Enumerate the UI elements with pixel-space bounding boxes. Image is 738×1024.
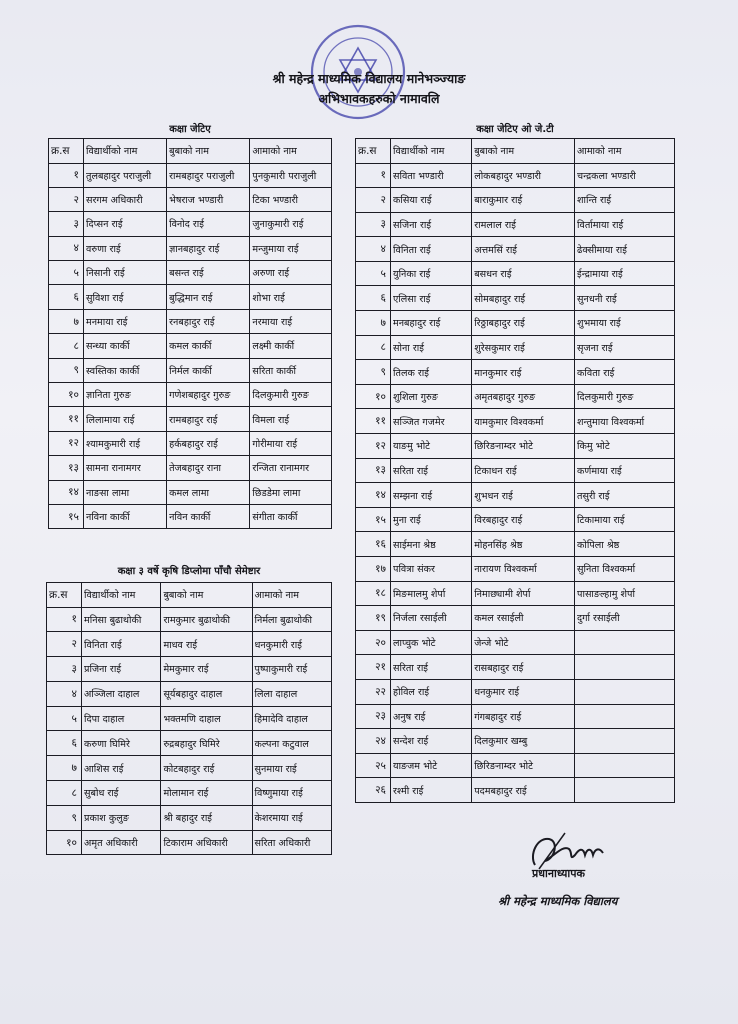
- cell-father: पदमबहादुर राई: [472, 778, 575, 803]
- cell-student: लिलामाया राई: [84, 407, 167, 431]
- cell-student: सविता भण्डारी: [391, 163, 472, 188]
- table-row: [356, 163, 675, 188]
- cell-mother: हिमादेवि दाहाल: [252, 706, 331, 731]
- table-row: [356, 483, 675, 508]
- table-row: [49, 480, 332, 504]
- cell-mother: मन्जुमाया राई: [250, 236, 332, 260]
- cell-serial: २: [49, 187, 84, 211]
- cell-mother: शुभमाया राई: [575, 311, 675, 336]
- cell-student: सन्देश राई: [391, 729, 472, 754]
- table-row: [47, 657, 332, 682]
- cell-mother: सृजना राई: [575, 335, 675, 360]
- cell-serial: २: [47, 632, 82, 657]
- cell-father: रुद्रबहादुर घिमिरे: [161, 731, 252, 756]
- cell-serial: १६: [356, 532, 391, 557]
- cell-mother: तसुरी राई: [575, 483, 675, 508]
- cell-serial: ६: [49, 285, 84, 309]
- table-row: [356, 630, 675, 655]
- table-header-row: [49, 139, 332, 164]
- table-b-caption: कक्षा जेटिए ओ जे.टी: [476, 124, 554, 135]
- header-serial: क्र.स: [356, 139, 391, 164]
- cell-serial: ७: [47, 756, 82, 781]
- cell-serial: ७: [49, 309, 84, 333]
- cell-serial: १२: [356, 434, 391, 459]
- cell-serial: १०: [356, 384, 391, 409]
- cell-serial: ६: [47, 731, 82, 756]
- cell-father: नारायण विश्वकर्मा: [472, 557, 575, 582]
- cell-student: स्वस्तिका कार्की: [84, 358, 167, 382]
- cell-mother: संगीता कार्की: [250, 504, 332, 528]
- cell-student: याङमु भोटे: [391, 434, 472, 459]
- cell-mother: अरुणा राई: [250, 261, 332, 285]
- cell-mother: दिलकुमारी गुरुङ: [575, 384, 675, 409]
- cell-mother: रन्जिता रानामगर: [250, 456, 332, 480]
- cell-student: मुना राई: [391, 507, 472, 532]
- cell-father: गंगबहादुर राई: [472, 704, 575, 729]
- header-student: विद्यार्थीको नाम: [391, 139, 472, 164]
- cell-student: सम्झना राई: [391, 483, 472, 508]
- table-b-body: [356, 163, 675, 802]
- cell-mother: ढेक्सीमाया राई: [575, 237, 675, 262]
- cell-serial: ४: [356, 237, 391, 262]
- table-row: [356, 384, 675, 409]
- cell-serial: १५: [49, 504, 84, 528]
- cell-mother: पुष्पाकुमारी राई: [252, 657, 331, 682]
- table-row: [356, 286, 675, 311]
- cell-father: रामबहादुर राई: [167, 407, 250, 431]
- cell-mother: कविता राई: [575, 360, 675, 385]
- cell-student: तुलबहादुर पराजुली: [84, 163, 167, 187]
- cell-father: सोमबहादुर राई: [472, 286, 575, 311]
- cell-serial: ५: [47, 706, 82, 731]
- table-row: [356, 409, 675, 434]
- table-row: [49, 187, 332, 211]
- cell-student: रश्मी राई: [391, 778, 472, 803]
- cell-father: मोलामान राई: [161, 781, 252, 806]
- cell-mother: छिडडेमा लामा: [250, 480, 332, 504]
- cell-serial: २०: [356, 630, 391, 655]
- cell-father: अत्तमसिं राई: [472, 237, 575, 262]
- cell-serial: १०: [49, 383, 84, 407]
- cell-student: पवित्रा संकर: [391, 557, 472, 582]
- cell-mother: गोरीमाया राई: [250, 431, 332, 455]
- cell-father: मोहनसिंह श्रेष्ठ: [472, 532, 575, 557]
- cell-student: दिपा दाहाल: [82, 706, 161, 731]
- cell-student: सामना रानामगर: [84, 456, 167, 480]
- cell-mother: कल्पना कटुवाल: [252, 731, 331, 756]
- table-row: [49, 383, 332, 407]
- table-agri-diploma: [46, 582, 332, 855]
- cell-student: आशिस राई: [82, 756, 161, 781]
- cell-serial: ९: [47, 805, 82, 830]
- cell-father: जेन्जे भोटे: [472, 630, 575, 655]
- cell-mother: लक्ष्मी कार्की: [250, 334, 332, 358]
- cell-serial: ६: [356, 286, 391, 311]
- cell-mother: केशरमाया राई: [252, 805, 331, 830]
- cell-mother: सुनमाया राई: [252, 756, 331, 781]
- table-row: [356, 311, 675, 336]
- table-c-body: [47, 607, 332, 855]
- cell-serial: १३: [356, 458, 391, 483]
- cell-serial: ३: [49, 212, 84, 236]
- cell-mother: लिला दाहाल: [252, 681, 331, 706]
- cell-mother: जुनाकुमारी राई: [250, 212, 332, 236]
- table-row: [356, 532, 675, 557]
- table-row: [49, 358, 332, 382]
- cell-serial: ८: [49, 334, 84, 358]
- table-row: [356, 581, 675, 606]
- table-a-caption: कक्षा जेटिए: [169, 124, 211, 135]
- cell-student: कसिया राई: [391, 188, 472, 213]
- cell-serial: १५: [356, 507, 391, 532]
- cell-student: लाप्चुक भोटे: [391, 630, 472, 655]
- cell-student: दिप्सन राई: [84, 212, 167, 236]
- cell-mother: [575, 729, 675, 754]
- cell-father: लोकबहादुर भण्डारी: [472, 163, 575, 188]
- table-row: [356, 729, 675, 754]
- cell-mother: दुर्गा रसाईली: [575, 606, 675, 631]
- cell-mother: निर्मला बुढाथोकी: [252, 607, 331, 632]
- cell-serial: २१: [356, 655, 391, 680]
- cell-father: बसधन राई: [472, 261, 575, 286]
- table-row: [49, 334, 332, 358]
- cell-serial: ८: [356, 335, 391, 360]
- cell-serial: ११: [49, 407, 84, 431]
- cell-serial: १: [47, 607, 82, 632]
- cell-father: शुभधन राई: [472, 483, 575, 508]
- cell-serial: २: [356, 188, 391, 213]
- cell-father: श्री बहादुर राई: [161, 805, 252, 830]
- cell-mother: टिका भण्डारी: [250, 187, 332, 211]
- table-row: [47, 781, 332, 806]
- cell-student: एलिसा राई: [391, 286, 472, 311]
- table-row: [49, 504, 332, 528]
- cell-mother: सरिता कार्की: [250, 358, 332, 382]
- cell-serial: १४: [49, 480, 84, 504]
- cell-student: अञ्जिला दाहाल: [82, 681, 161, 706]
- cell-serial: १: [49, 163, 84, 187]
- cell-student: करुणा घिमिरे: [82, 731, 161, 756]
- cell-serial: २६: [356, 778, 391, 803]
- table-row: [49, 236, 332, 260]
- cell-father: रासबहादुर राई: [472, 655, 575, 680]
- cell-father: निर्मल कार्की: [167, 358, 250, 382]
- cell-father: भेषराज भण्डारी: [167, 187, 250, 211]
- cell-mother: [575, 704, 675, 729]
- cell-serial: २२: [356, 679, 391, 704]
- header-mother: आमाको नाम: [575, 139, 675, 164]
- table-header-row: [356, 139, 675, 164]
- signature-school: श्री महेन्द्र माध्यमिक विद्यालय: [498, 894, 618, 908]
- signature-title: प्रधानाध्यापक: [532, 867, 585, 880]
- cell-father: माधव राई: [161, 632, 252, 657]
- cell-serial: ५: [356, 261, 391, 286]
- cell-serial: १८: [356, 581, 391, 606]
- cell-serial: ८: [47, 781, 82, 806]
- cell-father: दिलकुमार खम्बु: [472, 729, 575, 754]
- table-c-caption: कक्षा ३ वर्षे कृषि डिप्लोमा पाँचौ सेमेष्टार: [117, 566, 261, 577]
- cell-father: कोटबहादुर राई: [161, 756, 252, 781]
- cell-father: टिकाराम अधिकारी: [161, 830, 252, 855]
- cell-serial: १९: [356, 606, 391, 631]
- cell-mother: विष्णुमाया राई: [252, 781, 331, 806]
- cell-mother: टिकामाया राई: [575, 507, 675, 532]
- cell-mother: सुनधनी राई: [575, 286, 675, 311]
- table-row: [356, 237, 675, 262]
- table-row: [49, 285, 332, 309]
- cell-student: विनिता राई: [391, 237, 472, 262]
- cell-mother: कोपिला श्रेष्ठ: [575, 532, 675, 557]
- cell-father: शुरेसकुमार राई: [472, 335, 575, 360]
- cell-student: तिलक राई: [391, 360, 472, 385]
- cell-mother: विर्तामाया राई: [575, 212, 675, 237]
- table-row: [356, 360, 675, 385]
- cell-serial: ३: [356, 212, 391, 237]
- cell-father: रिठ्ठाबहादुर राई: [472, 311, 575, 336]
- cell-mother: धनकुमारी राई: [252, 632, 331, 657]
- cell-father: रामकुमार बुढाथोकी: [161, 607, 252, 632]
- cell-father: बुद्धिमान राई: [167, 285, 250, 309]
- cell-father: कमल लामा: [167, 480, 250, 504]
- cell-serial: १०: [47, 830, 82, 855]
- header-student: विद्यार्थीको नाम: [84, 139, 167, 164]
- cell-mother: [575, 630, 675, 655]
- cell-student: सुबोध राई: [82, 781, 161, 806]
- cell-serial: १२: [49, 431, 84, 455]
- cell-serial: १४: [356, 483, 391, 508]
- cell-student: निसानी राई: [84, 261, 167, 285]
- cell-student: सन्ध्या कार्की: [84, 334, 167, 358]
- cell-student: श्यामकुमारी राई: [84, 431, 167, 455]
- table-row: [49, 431, 332, 455]
- table-row: [356, 212, 675, 237]
- cell-father: मानकुमार राई: [472, 360, 575, 385]
- header-father: बुबाको नाम: [472, 139, 575, 164]
- cell-student: अमृत अधिकारी: [82, 830, 161, 855]
- cell-serial: ७: [356, 311, 391, 336]
- cell-student: विनिता राई: [82, 632, 161, 657]
- cell-father: यामकुमार विश्वकर्मा: [472, 409, 575, 434]
- table-header-row: [47, 583, 332, 608]
- cell-father: गणेशबहादुर गुरुङ: [167, 383, 250, 407]
- cell-mother: सुनिता विश्वकर्मा: [575, 557, 675, 582]
- cell-mother: पुनकुमारी पराजुली: [250, 163, 332, 187]
- cell-mother: [575, 655, 675, 680]
- cell-mother: शोभा राई: [250, 285, 332, 309]
- header-father: बुबाको नाम: [161, 583, 252, 608]
- table-row: [49, 163, 332, 187]
- cell-mother: चन्द्रकला भण्डारी: [575, 163, 675, 188]
- table-row: [47, 805, 332, 830]
- cell-father: बाराकुमार राई: [472, 188, 575, 213]
- cell-father: छिरिङनाम्दर भोटे: [472, 434, 575, 459]
- cell-father: कमल रसाईली: [472, 606, 575, 631]
- cell-mother: नरमाया राई: [250, 309, 332, 333]
- cell-mother: पासाङल्हामु शेर्पा: [575, 581, 675, 606]
- cell-student: शुशिला गुरुङ: [391, 384, 472, 409]
- table-row: [356, 458, 675, 483]
- cell-student: वरुणा राई: [84, 236, 167, 260]
- cell-serial: ४: [47, 681, 82, 706]
- cell-father: सूर्यबहादुर दाहाल: [161, 681, 252, 706]
- cell-student: मनिसा बुढाथोकी: [82, 607, 161, 632]
- cell-father: धनकुमार राई: [472, 679, 575, 704]
- table-row: [49, 261, 332, 285]
- cell-student: सरगम अधिकारी: [84, 187, 167, 211]
- cell-father: ज्ञानबहादुर राई: [167, 236, 250, 260]
- cell-serial: २३: [356, 704, 391, 729]
- cell-serial: ९: [49, 358, 84, 382]
- cell-father: बसन्त राई: [167, 261, 250, 285]
- table-row: [356, 188, 675, 213]
- header-mother: आमाको नाम: [252, 583, 331, 608]
- cell-father: विरबहादुर राई: [472, 507, 575, 532]
- cell-mother: किमु भोटे: [575, 434, 675, 459]
- table-row: [49, 212, 332, 236]
- cell-student: नाङसा लामा: [84, 480, 167, 504]
- cell-student: सजिना राई: [391, 212, 472, 237]
- header-student: विद्यार्थीको नाम: [82, 583, 161, 608]
- table-row: [356, 507, 675, 532]
- cell-mother: [575, 753, 675, 778]
- cell-serial: १: [356, 163, 391, 188]
- cell-serial: २४: [356, 729, 391, 754]
- header-serial: क्र.स: [47, 583, 82, 608]
- cell-serial: ११: [356, 409, 391, 434]
- cell-father: हर्कबहादुर राई: [167, 431, 250, 455]
- cell-serial: ४: [49, 236, 84, 260]
- table-row: [49, 456, 332, 480]
- cell-serial: १३: [49, 456, 84, 480]
- table-row: [356, 434, 675, 459]
- table-row: [356, 261, 675, 286]
- cell-father: मेमकुमार राई: [161, 657, 252, 682]
- table-row: [49, 309, 332, 333]
- cell-student: मनमाया राई: [84, 309, 167, 333]
- cell-serial: ५: [49, 261, 84, 285]
- cell-mother: ईन्द्रामाया राई: [575, 261, 675, 286]
- cell-student: सञ्जित गजमेर: [391, 409, 472, 434]
- table-row: [356, 557, 675, 582]
- cell-father: रामलाल राई: [472, 212, 575, 237]
- cell-student: ज्ञानिता गुरुङ: [84, 383, 167, 407]
- table-row: [47, 731, 332, 756]
- table-class-jta: [48, 138, 332, 529]
- table-row: [356, 655, 675, 680]
- table-row: [49, 407, 332, 431]
- table-row: [356, 335, 675, 360]
- cell-student: प्रकाश कुलुङ: [82, 805, 161, 830]
- school-title: श्री महेन्द्र माध्यमिक विद्यालय मानेभञ्ज्याङ: [272, 71, 466, 86]
- cell-mother: शान्ति राई: [575, 188, 675, 213]
- list-title: अभिभावकहरुको नामावलि: [318, 91, 440, 106]
- table-row: [356, 606, 675, 631]
- cell-father: रामबहादुर पराजुली: [167, 163, 250, 187]
- cell-father: नविन कार्की: [167, 504, 250, 528]
- cell-serial: १७: [356, 557, 391, 582]
- header-mother: आमाको नाम: [250, 139, 332, 164]
- table-row: [47, 632, 332, 657]
- cell-serial: ९: [356, 360, 391, 385]
- cell-mother: [575, 679, 675, 704]
- table-row: [356, 704, 675, 729]
- table-row: [356, 778, 675, 803]
- cell-mother: विमला राई: [250, 407, 332, 431]
- cell-father: निमाछ्यामी शेर्पा: [472, 581, 575, 606]
- cell-serial: ३: [47, 657, 82, 682]
- cell-father: कमल कार्की: [167, 334, 250, 358]
- cell-student: सरिता राई: [391, 655, 472, 680]
- cell-student: मनबहादुर राई: [391, 311, 472, 336]
- cell-student: अनुष राई: [391, 704, 472, 729]
- cell-student: निर्जला रसाईली: [391, 606, 472, 631]
- table-row: [47, 681, 332, 706]
- table-row: [47, 607, 332, 632]
- cell-student: सुविशा राई: [84, 285, 167, 309]
- table-row: [47, 830, 332, 855]
- cell-father: टिकाधन राई: [472, 458, 575, 483]
- cell-mother: शन्तुमाया विश्वकर्मा: [575, 409, 675, 434]
- cell-student: होविल राई: [391, 679, 472, 704]
- cell-father: भक्तमणि दाहाल: [161, 706, 252, 731]
- cell-serial: २५: [356, 753, 391, 778]
- table-row: [356, 679, 675, 704]
- cell-student: साईमना श्रेष्ठ: [391, 532, 472, 557]
- cell-mother: सरिता अधिकारी: [252, 830, 331, 855]
- cell-father: तेजबहादुर राना: [167, 456, 250, 480]
- table-row: [47, 706, 332, 731]
- cell-student: याङजम भोटे: [391, 753, 472, 778]
- table-row: [356, 753, 675, 778]
- table-class-jta-ojt: [355, 138, 675, 803]
- cell-student: युनिका राई: [391, 261, 472, 286]
- cell-student: मिङमालमु शेर्पा: [391, 581, 472, 606]
- table-row: [47, 756, 332, 781]
- header-serial: क्र.स: [49, 139, 84, 164]
- cell-father: विनोद राई: [167, 212, 250, 236]
- cell-father: रनबहादुर राई: [167, 309, 250, 333]
- cell-student: प्रजिना राई: [82, 657, 161, 682]
- cell-student: सोना राई: [391, 335, 472, 360]
- table-a-body: [49, 163, 332, 529]
- cell-father: छिरिङनाम्दर भोटे: [472, 753, 575, 778]
- cell-mother: दिलकुमारी गुरुङ: [250, 383, 332, 407]
- cell-mother: [575, 778, 675, 803]
- cell-mother: कर्णमाया राई: [575, 458, 675, 483]
- cell-student: नविना कार्की: [84, 504, 167, 528]
- header-father: बुबाको नाम: [167, 139, 250, 164]
- cell-father: अमृतबहादुर गुरुङ: [472, 384, 575, 409]
- cell-student: सरिता राई: [391, 458, 472, 483]
